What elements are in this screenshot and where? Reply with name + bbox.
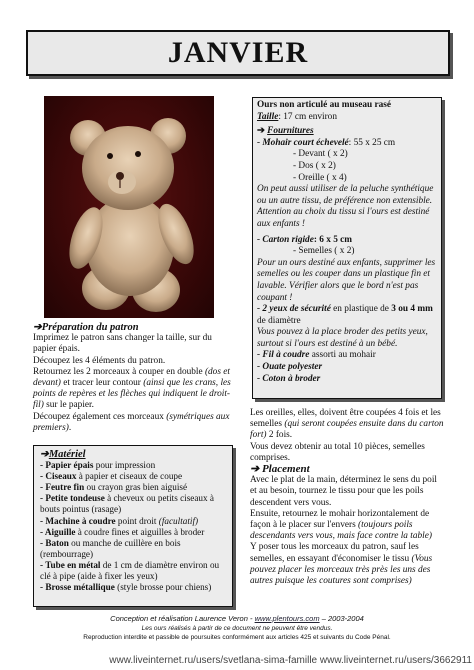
attention-note: Attention au choix du tissu si l'ours est destiné aux enfants ! — [257, 207, 430, 229]
mohair-line: - Mohair court échevelé: 55 x 25 cm — [257, 137, 396, 148]
semelles-line: - Semelles ( x 2) — [293, 246, 355, 257]
peluche-note: On peut aussi utiliser de la peluche synthétique ou un autre tissu, de préférence non extensible. — [257, 184, 434, 206]
right-column-text — [250, 408, 444, 587]
footer-notice: Les ours réalisés à partir de ce document ne peuvent être vendus. — [141, 625, 333, 632]
footer-website-link[interactable]: www.plentours.com — [254, 614, 320, 623]
placement-p2: Ensuite, retournez le mohair horizontalement de façon à le placer sur l'envers (toujours poils descendants vers vous, mais face contre la table) — [250, 508, 432, 542]
materiel-item: - Aiguille à coudre fines et aiguilles à broder — [40, 526, 205, 537]
footer-legal: Reproduction interdite et passible de poursuites conformément aux articles 425 et suivants du Code Pénal. — [83, 634, 391, 641]
taille-line: Taille: 17 cm environ — [257, 111, 337, 122]
placement-heading: ➔ Placement — [250, 463, 310, 476]
right-p1: Les oreilles, elles, doivent être coupées 4 fois et les semelles (qui seront coupées ensuite dans du carton fort) 2 fois. — [250, 408, 444, 441]
materiel-item: - Baton ou manche de cuillère en bois (rembourrage) — [40, 537, 181, 559]
preparation-p1: Imprimez le patron sans changer la taille, sur du papier épais. — [33, 333, 212, 355]
preparation-p4: Découpez également ces morceaux (symétriques aux premiers). — [33, 411, 230, 433]
materiel-item: - Ciseaux à papier et ciseaux de coupe — [40, 471, 183, 482]
teddy-bear-illustration — [44, 96, 214, 318]
materiel-item: - Tube en métal de 1 cm de diamètre environ ou clé à pipe (aide à fixer les yeux) — [40, 559, 220, 582]
materiel-item: - Brosse métallique (style brosse pour chiens) — [40, 582, 212, 593]
carton-line: - Carton rigide: 6 x 5 cm — [257, 234, 353, 245]
preparation-p2: Découpez les 4 éléments du patron. — [33, 355, 166, 366]
box-heading: Ours non articulé au museau rasé — [257, 100, 392, 110]
preparation-p3: Retournez les 2 morceaux à couper en double (dos et devant) et tracer leur contour (ainsi que les crans, les points de repères et les flèches qui indiquent le droit-fil) sur le papier. — [33, 366, 231, 411]
page-title: JANVIER — [167, 36, 309, 69]
fournitures-heading: ➔ Fournitures — [257, 126, 314, 137]
teddy-bear-photo — [44, 96, 214, 318]
devant-line: - Devant ( x 2) — [293, 149, 348, 160]
materiel-item: - Machine à coudre point droit (facultatif) — [40, 515, 199, 526]
page-title-box — [26, 30, 450, 76]
oreille-line: - Oreille ( x 4) — [293, 172, 347, 183]
ouate-line: - Ouate polyester — [257, 362, 323, 373]
materiel-heading: ➔Matériel — [40, 449, 86, 460]
preparation-heading: ➔Préparation du patron — [33, 322, 139, 333]
coton-line: - Coton à broder — [257, 373, 321, 384]
dos-line: - Dos ( x 2) — [293, 160, 336, 171]
placement-p1: Avec le plat de la main, déterminez le sens du poil et au besoin, tournez le tissu pour que les poils descendent vers vous. — [250, 475, 437, 508]
fournitures-box — [252, 97, 442, 399]
enfants-note: Pour un ours destiné aux enfants, supprimer les semelles ou les couper dans un plastique fin et lavable. Vérifier alors que le bord n'est pas coupant ! — [257, 257, 436, 303]
placement-p3: Y poser tous les morceaux du patron, sauf les semelles, en essayant d'économiser le tissu (Vous pouvez placer les morceaux très près les uns des autres puisque les coutures sont comprises) — [250, 542, 433, 587]
watermark-text: www.liveinternet.ru/users/svetlana-sima-famille www.liveinternet.ru/users/3662911 — [109, 655, 472, 666]
materiel-item: - Feutre fin ou crayon gras bien aiguisé — [40, 482, 188, 493]
yeux-line: - 2 yeux de sécurité en plastique de 3 ou 4 mm de diamètre — [257, 304, 433, 326]
fil-line: - Fil à coudre assorti au mohair — [257, 350, 376, 361]
materiel-box — [33, 445, 233, 607]
preparation-section — [33, 322, 233, 434]
right-p2: Vous devez obtenir au total 10 pièces, semelles comprises. — [250, 441, 425, 463]
broder-note: Vous pouvez à la place broder des petits yeux, surtout si l'ours est destiné à un bébé. — [257, 327, 428, 349]
footer-credit: Conception et réalisation Laurence Veron - www.plentours.com – 2003-2004 — [110, 614, 364, 623]
materiel-item: - Petite tondeuse à cheveux ou petits ciseaux à bouts pointus (rasage) — [40, 493, 214, 515]
materiel-item: - Papier épais pour impression — [40, 460, 156, 471]
